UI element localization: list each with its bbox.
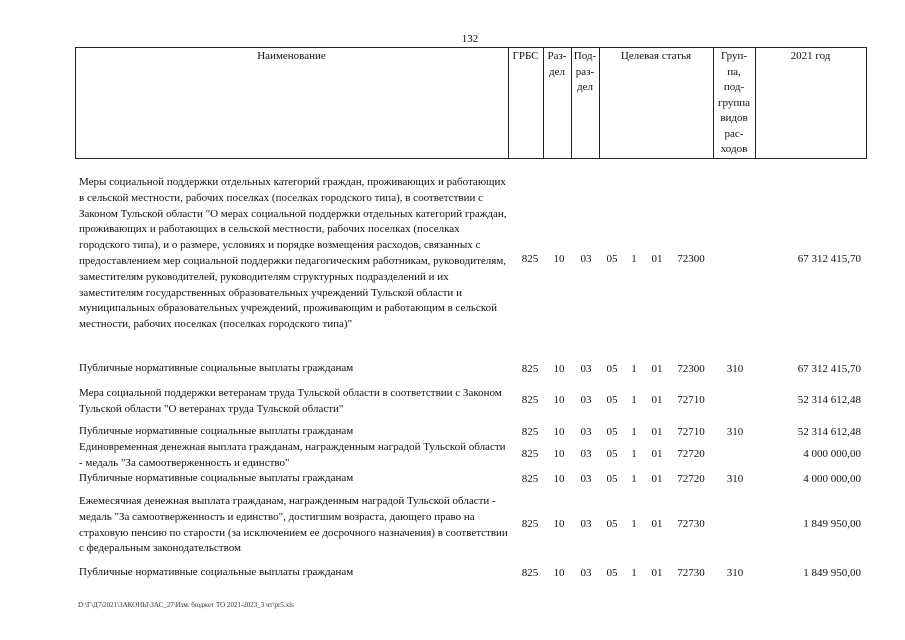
- row-t4: 72300: [677, 363, 705, 375]
- table-row: [0, 494, 905, 558]
- row-amount: 1 849 950,00: [803, 567, 861, 579]
- row-t2: 1: [631, 394, 637, 406]
- row-amount: 4 000 000,00: [803, 473, 861, 485]
- row-name: Публичные нормативные социальные выплаты гражданам: [79, 472, 354, 484]
- row-t2: 1: [631, 253, 637, 265]
- row-razdel: 10: [553, 253, 565, 265]
- row-t3: 01: [651, 448, 663, 460]
- header-top-rule: [75, 47, 867, 48]
- row-t2: 1: [631, 567, 637, 579]
- row-razdel: 10: [553, 363, 565, 375]
- row-name: Ежемесячная денежная выплата гражданам, награжденным наградой Тульской области - медаль "За самоотверженность и единство", достигшим возраста, дающего право на страховую пенсию по старости (за исключением ее досрочного назначения) в соответствии с федеральным законодательством: [79, 495, 508, 555]
- row-t2: 1: [631, 518, 637, 530]
- row-name: Мера социальной поддержки ветеранам труда Тульской области в соответствии с Законом Тульской области "О ветеранах труда Тульской области": [79, 387, 502, 415]
- row-name: Меры социальной поддержки отдельных категорий граждан, проживающих и работающих в сельской местности, рабочих поселках (поселках городского типа), в соответствии с Законом Тульской области "О мерах социальной поддержки отдельных категорий граждан, проживающих и работающих в сельской местности, рабочих поселках (поселках городского типа), и о размере, условиях и порядке возмещения расходов, связанных с предоставлением мер социальной поддержки педагогическим работникам, руководителям, заместителям руководителей, руководителям структурных подразделений и их заместителям государственных образовательных учреждений Тульской области и муниципальных образовательных учреждений, проживающим и работающим в сельской местности, рабочих поселках (поселках городского типа)": [79, 176, 507, 331]
- row-podrazdel: 03: [580, 448, 592, 460]
- row-t1: 05: [606, 363, 618, 375]
- row-t1: 05: [606, 567, 618, 579]
- row-razdel: 10: [553, 426, 565, 438]
- header-name: Наименование: [257, 50, 326, 62]
- row-podrazdel: 03: [580, 567, 592, 579]
- row-group: 310: [726, 426, 744, 438]
- header-grbs: ГРБС: [512, 50, 539, 62]
- row-amount: 67 312 415,70: [797, 363, 861, 375]
- header-group: Груп- па, под- группа видов рас- ходов: [717, 50, 751, 155]
- row-t4: 72720: [677, 448, 705, 460]
- row-t4: 72730: [677, 518, 705, 530]
- row-podrazdel: 03: [580, 518, 592, 530]
- row-t3: 01: [651, 394, 663, 406]
- row-name: Публичные нормативные социальные выплаты гражданам: [79, 566, 354, 578]
- row-podrazdel: 03: [580, 363, 592, 375]
- row-podrazdel: 03: [580, 253, 592, 265]
- header-podrazdel: Под- раз- дел: [573, 50, 597, 93]
- row-t1: 05: [606, 394, 618, 406]
- row-group: 310: [726, 567, 744, 579]
- table-row: [0, 175, 905, 347]
- header-year: 2021 год: [790, 50, 831, 62]
- row-name: Единовременная денежная выплата гражданам, награжденным наградой Тульской области - медаль "За самоотверженность и единство": [79, 441, 506, 469]
- table-row: [0, 440, 905, 470]
- row-razdel: 10: [553, 473, 565, 485]
- row-t4: 72710: [677, 394, 705, 406]
- row-t1: 05: [606, 253, 618, 265]
- row-t4: 72710: [677, 426, 705, 438]
- row-group: 310: [726, 473, 744, 485]
- row-t3: 01: [651, 567, 663, 579]
- row-t1: 05: [606, 448, 618, 460]
- row-grbs: 825: [521, 253, 539, 265]
- table-row: [0, 565, 905, 583]
- row-grbs: 825: [521, 448, 539, 460]
- row-t3: 01: [651, 518, 663, 530]
- row-podrazdel: 03: [580, 394, 592, 406]
- row-t4: 72720: [677, 473, 705, 485]
- header-bottom-rule: [75, 158, 867, 159]
- row-amount: 4 000 000,00: [803, 448, 861, 460]
- row-name: Публичные нормативные социальные выплаты гражданам: [79, 362, 354, 374]
- page-number: 132: [461, 33, 479, 45]
- row-podrazdel: 03: [580, 473, 592, 485]
- table-row: [0, 471, 905, 489]
- row-razdel: 10: [553, 394, 565, 406]
- row-grbs: 825: [521, 394, 539, 406]
- row-t3: 01: [651, 473, 663, 485]
- row-grbs: 825: [521, 567, 539, 579]
- row-t1: 05: [606, 518, 618, 530]
- row-amount: 1 849 950,00: [803, 518, 861, 530]
- row-group: 310: [726, 363, 744, 375]
- header-razdel: Раз- дел: [547, 50, 567, 78]
- row-grbs: 825: [521, 426, 539, 438]
- col-divider: [866, 47, 867, 159]
- row-grbs: 825: [521, 473, 539, 485]
- table-header: [75, 47, 867, 159]
- table-row: [0, 361, 905, 379]
- row-t2: 1: [631, 448, 637, 460]
- row-grbs: 825: [521, 363, 539, 375]
- row-t3: 01: [651, 253, 663, 265]
- row-t2: 1: [631, 363, 637, 375]
- row-amount: 52 314 612,48: [797, 426, 861, 438]
- row-grbs: 825: [521, 518, 539, 530]
- row-t2: 1: [631, 426, 637, 438]
- row-t1: 05: [606, 473, 618, 485]
- row-amount: 52 314 612,48: [797, 394, 861, 406]
- row-razdel: 10: [553, 448, 565, 460]
- table-row: [0, 386, 905, 419]
- row-amount: 67 312 415,70: [797, 253, 861, 265]
- header-target: Целевая статья: [620, 50, 692, 62]
- row-t2: 1: [631, 473, 637, 485]
- row-razdel: 10: [553, 567, 565, 579]
- row-t4: 72730: [677, 567, 705, 579]
- row-t3: 01: [651, 363, 663, 375]
- row-t4: 72300: [677, 253, 705, 265]
- file-path-footer: D:\Г\Д7\2021\ЗАКОНЫ\ЗАС_27\Изм. бюджет ТО 2021-2023_3 чт\pr5.xls: [78, 601, 294, 609]
- row-razdel: 10: [553, 518, 565, 530]
- row-name: Публичные нормативные социальные выплаты гражданам: [79, 425, 354, 437]
- row-t3: 01: [651, 426, 663, 438]
- row-t1: 05: [606, 426, 618, 438]
- row-podrazdel: 03: [580, 426, 592, 438]
